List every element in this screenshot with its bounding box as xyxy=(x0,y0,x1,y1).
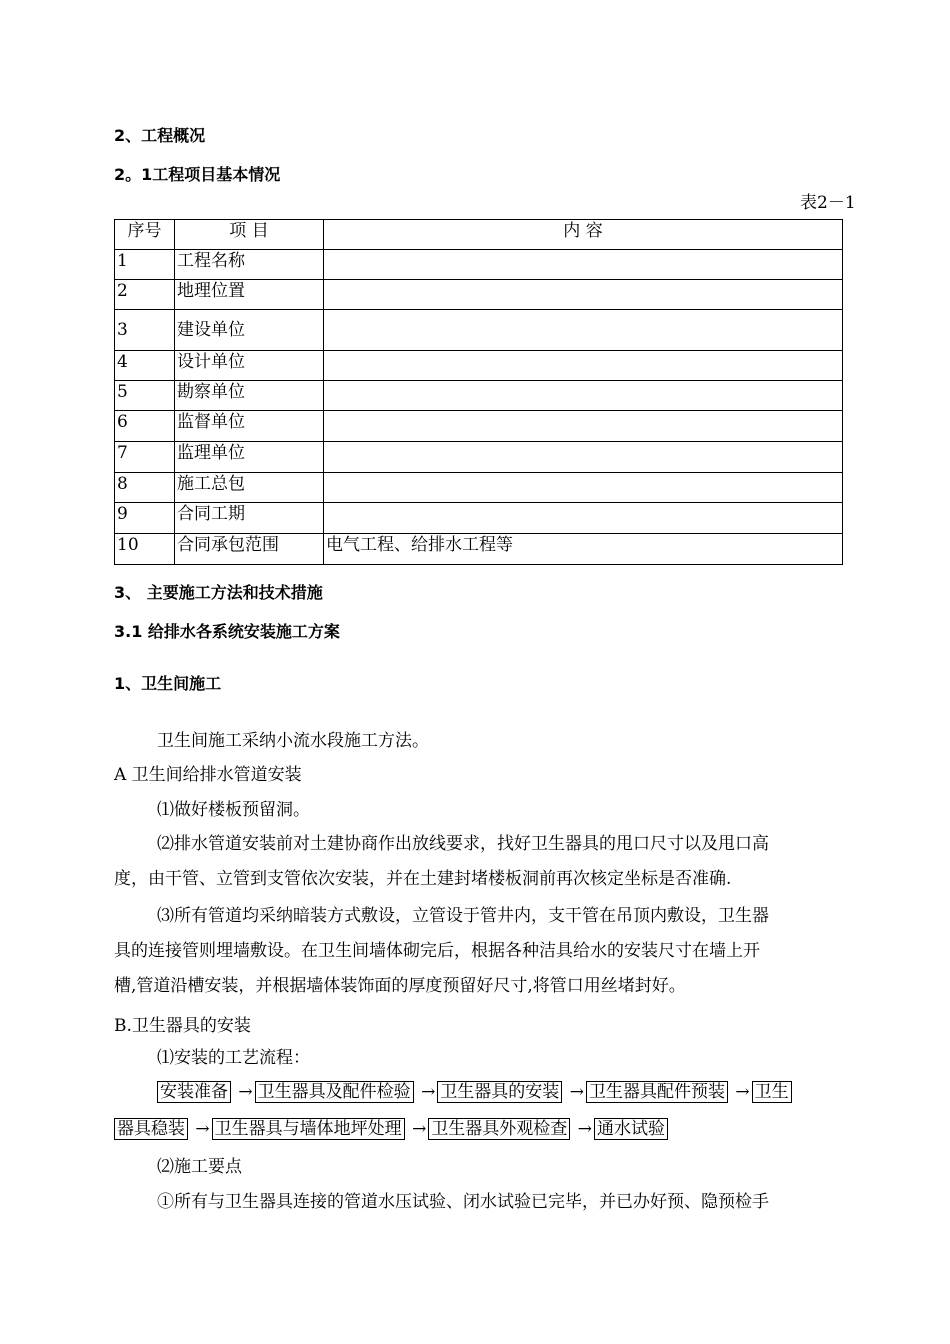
list-item: ⑴安装的工艺流程： xyxy=(157,1048,310,1068)
table-row xyxy=(115,351,843,381)
paragraph-heading: A 卫生间给排水管道安装 xyxy=(114,765,302,785)
column-header: 项 目 xyxy=(175,220,324,250)
flow-step: 卫生 xyxy=(752,1081,792,1103)
row-number: 4 xyxy=(115,351,175,381)
row-content xyxy=(324,473,843,503)
flow-step: 卫生器具配件预装 xyxy=(586,1081,728,1103)
flow-step: 卫生器具及配件检验 xyxy=(255,1081,414,1103)
column-header: 内 容 xyxy=(324,220,843,250)
flow-step: 安装准备 xyxy=(157,1081,231,1103)
list-item: ⑵施工要点 xyxy=(157,1157,242,1177)
table-row xyxy=(115,250,843,280)
arrow-icon: → xyxy=(412,1119,427,1139)
subsection-heading: 1、卫生间施工 xyxy=(114,674,222,693)
arrow-icon: → xyxy=(195,1119,210,1139)
process-flow-line-1 xyxy=(157,1077,792,1102)
row-item: 监督单位 xyxy=(175,411,324,442)
table-caption: 表2－1 xyxy=(800,193,856,213)
arrow-icon: → xyxy=(577,1119,592,1139)
row-content xyxy=(324,310,843,351)
row-content xyxy=(324,503,843,534)
row-item: 监理单位 xyxy=(175,442,324,473)
row-item: 合同工期 xyxy=(175,503,324,534)
row-item: 地理位置 xyxy=(175,280,324,310)
column-header: 序号 xyxy=(115,220,175,250)
table-row xyxy=(115,473,843,503)
list-item: ⑴做好楼板预留洞。 xyxy=(157,800,310,820)
flow-step: 卫生器具的安装 xyxy=(437,1081,562,1103)
row-item: 施工总包 xyxy=(175,473,324,503)
flow-step: 卫生器具与墙体地坪处理 xyxy=(212,1118,405,1140)
row-item: 工程名称 xyxy=(175,250,324,280)
row-number: 3 xyxy=(115,310,175,351)
row-number: 2 xyxy=(115,280,175,310)
row-number: 5 xyxy=(115,381,175,411)
paragraph-heading: B.卫生器具的安装 xyxy=(114,1016,251,1036)
row-content xyxy=(324,280,843,310)
flow-step: 卫生器具外观检查 xyxy=(428,1118,570,1140)
arrow-icon: → xyxy=(421,1082,436,1102)
table-row xyxy=(115,411,843,442)
process-flow-line-2 xyxy=(114,1114,668,1139)
row-number: 9 xyxy=(115,503,175,534)
row-item: 合同承包范围 xyxy=(175,534,324,565)
row-item: 设计单位 xyxy=(175,351,324,381)
table-header-row xyxy=(115,220,843,250)
arrow-icon: → xyxy=(238,1082,253,1102)
row-content xyxy=(324,442,843,473)
arrow-icon: → xyxy=(569,1082,584,1102)
paragraph-line: 槽,管道沿槽安装，并根据墙体装饰面的厚度预留好尺寸,将管口用丝堵封好。 xyxy=(114,976,686,996)
paragraph-line: ①所有与卫生器具连接的管道水压试验、闭水试验已完毕，并已办好预、隐预检手 xyxy=(157,1192,769,1212)
row-item: 建设单位 xyxy=(175,310,324,351)
subsection-heading: 3.1 给排水各系统安装施工方案 xyxy=(114,622,340,641)
section-heading: 3、 主要施工方法和技术措施 xyxy=(114,583,323,602)
row-number: 7 xyxy=(115,442,175,473)
flow-step: 通水试验 xyxy=(594,1118,668,1140)
table-row xyxy=(115,381,843,411)
paragraph: 卫生间施工采纳小流水段施工方法。 xyxy=(157,731,429,751)
table-row xyxy=(115,280,843,310)
table-row xyxy=(115,503,843,534)
row-content: 电气工程、给排水工程等 xyxy=(324,534,843,565)
paragraph-line: 度，由干管、立管到支管依次安装，并在土建封堵楼板洞前再次核定坐标是否准确. xyxy=(114,869,732,889)
table-row xyxy=(115,310,843,351)
flow-step: 器具稳装 xyxy=(114,1118,188,1140)
paragraph-line: ⑵排水管道安装前对土建协商作出放线要求，找好卫生器具的甩口尺寸以及甩口高 xyxy=(157,834,769,854)
table-row xyxy=(115,442,843,473)
row-number: 6 xyxy=(115,411,175,442)
row-content xyxy=(324,351,843,381)
table-row xyxy=(115,534,843,565)
arrow-icon: → xyxy=(735,1082,750,1102)
row-number: 1 xyxy=(115,250,175,280)
subsection-heading: 2。1工程项目基本情况 xyxy=(114,165,281,184)
row-content xyxy=(324,250,843,280)
project-info-table xyxy=(114,219,843,565)
row-number: 8 xyxy=(115,473,175,503)
row-item: 勘察单位 xyxy=(175,381,324,411)
row-content xyxy=(324,411,843,442)
row-content xyxy=(324,381,843,411)
paragraph-line: ⑶所有管道均采纳暗装方式敷设，立管设于管井内，支干管在吊顶内敷设，卫生器 xyxy=(157,906,769,926)
paragraph-line: 具的连接管则埋墙敷设。在卫生间墙体砌完后，根据各种洁具给水的安装尺寸在墙上开 xyxy=(114,941,760,961)
section-heading: 2、工程概况 xyxy=(114,126,206,145)
row-number: 10 xyxy=(115,534,175,565)
